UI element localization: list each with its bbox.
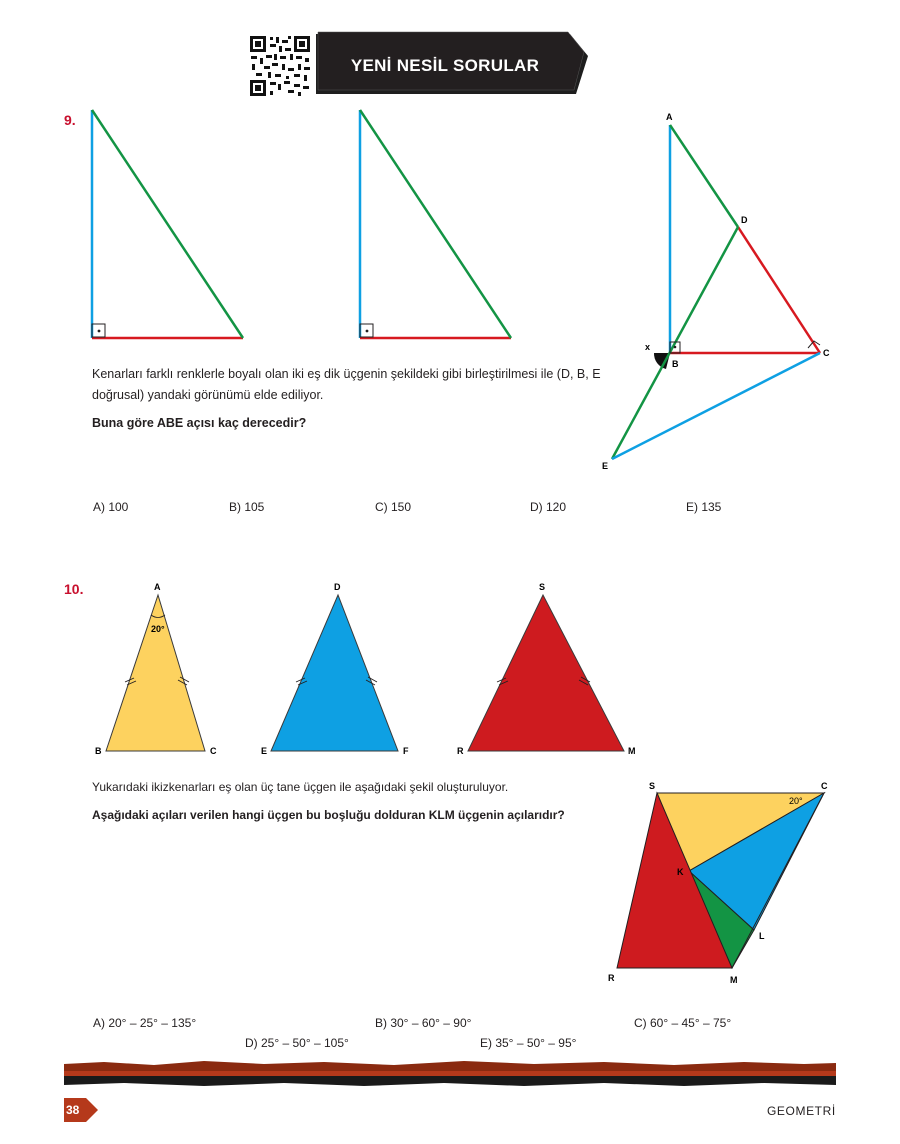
banner-title: YENİ NESİL SORULAR	[350, 56, 540, 75]
label-tri-D: D	[334, 582, 341, 592]
q9-triangle-1	[80, 100, 260, 350]
label-tri-B: B	[95, 746, 102, 756]
label-fig-M: M	[730, 975, 738, 985]
label-fig-angle-20: 20°	[789, 796, 803, 806]
qr-code[interactable]	[248, 34, 312, 98]
q9-combined-figure	[596, 105, 846, 485]
label-B: B	[672, 359, 679, 369]
q10-triangle-srm	[452, 578, 642, 763]
question-10-prompt: Aşağıdaki açıları verilen hangi üçgen bu boşluğu dolduran KLM üçgenin açılarıdır?	[92, 808, 565, 822]
label-tri-M: M	[628, 746, 636, 756]
question-10-text: Yukarıdaki ikizkenarları eş olan üç tane üçgen ile aşağıdaki şekil oluşturuluyor.	[92, 780, 509, 794]
q9-option-a[interactable]: A) 100	[93, 500, 129, 514]
q10-option-a[interactable]: A) 20° – 25° – 135°	[93, 1016, 197, 1030]
label-angle-20: 20°	[151, 624, 165, 634]
label-A: A	[666, 112, 673, 122]
page-number: 38	[66, 1103, 80, 1117]
q9-option-c[interactable]: C) 150	[375, 500, 412, 514]
question-9-number: 9.	[64, 112, 76, 128]
question-9-prompt: Buna göre ABE açısı kaç derecedir?	[92, 416, 307, 430]
label-D: D	[741, 215, 748, 225]
label-fig-R: R	[608, 973, 615, 983]
q9-option-e[interactable]: E) 135	[686, 500, 722, 514]
label-tri-C: C	[210, 746, 217, 756]
label-C: C	[823, 348, 830, 358]
label-tri-A: A	[154, 582, 161, 592]
q9-option-b[interactable]: B) 105	[229, 500, 265, 514]
question-10-number: 10.	[64, 581, 84, 597]
q9-triangle-2	[348, 100, 528, 350]
q10-option-d[interactable]: D) 25° – 50° – 105°	[245, 1036, 349, 1050]
q10-combined-figure	[600, 778, 845, 988]
label-tri-S: S	[539, 582, 546, 592]
label-fig-C: C	[821, 781, 828, 791]
label-fig-L: L	[759, 931, 765, 941]
q10-triangle-def	[258, 578, 423, 763]
q9-option-d[interactable]: D) 120	[530, 500, 567, 514]
label-fig-K: K	[677, 867, 684, 877]
label-x: x	[645, 342, 651, 352]
q10-option-e[interactable]: E) 35° – 50° – 95°	[480, 1036, 577, 1050]
question-9-text: Kenarları farklı renklerle boyalı olan iki eş dik üçgenin şekildeki gibi birleştirilmesi ile (D, B, E doğrusal) yandaki görünümü elde ediliyor.	[92, 367, 601, 402]
label-E: E	[602, 461, 609, 471]
q10-option-b[interactable]: B) 30° – 60° – 90°	[375, 1016, 472, 1030]
footer-subject: GEOMETRİ	[767, 1104, 836, 1118]
qr-code-icon	[248, 34, 312, 98]
footer-divider	[64, 1058, 836, 1088]
label-tri-R: R	[457, 746, 464, 756]
q10-triangle-abc	[90, 578, 230, 763]
q10-option-c[interactable]: C) 60° – 45° – 75°	[634, 1016, 732, 1030]
label-tri-E: E	[261, 746, 268, 756]
label-fig-S: S	[649, 781, 656, 791]
label-tri-F: F	[403, 746, 409, 756]
